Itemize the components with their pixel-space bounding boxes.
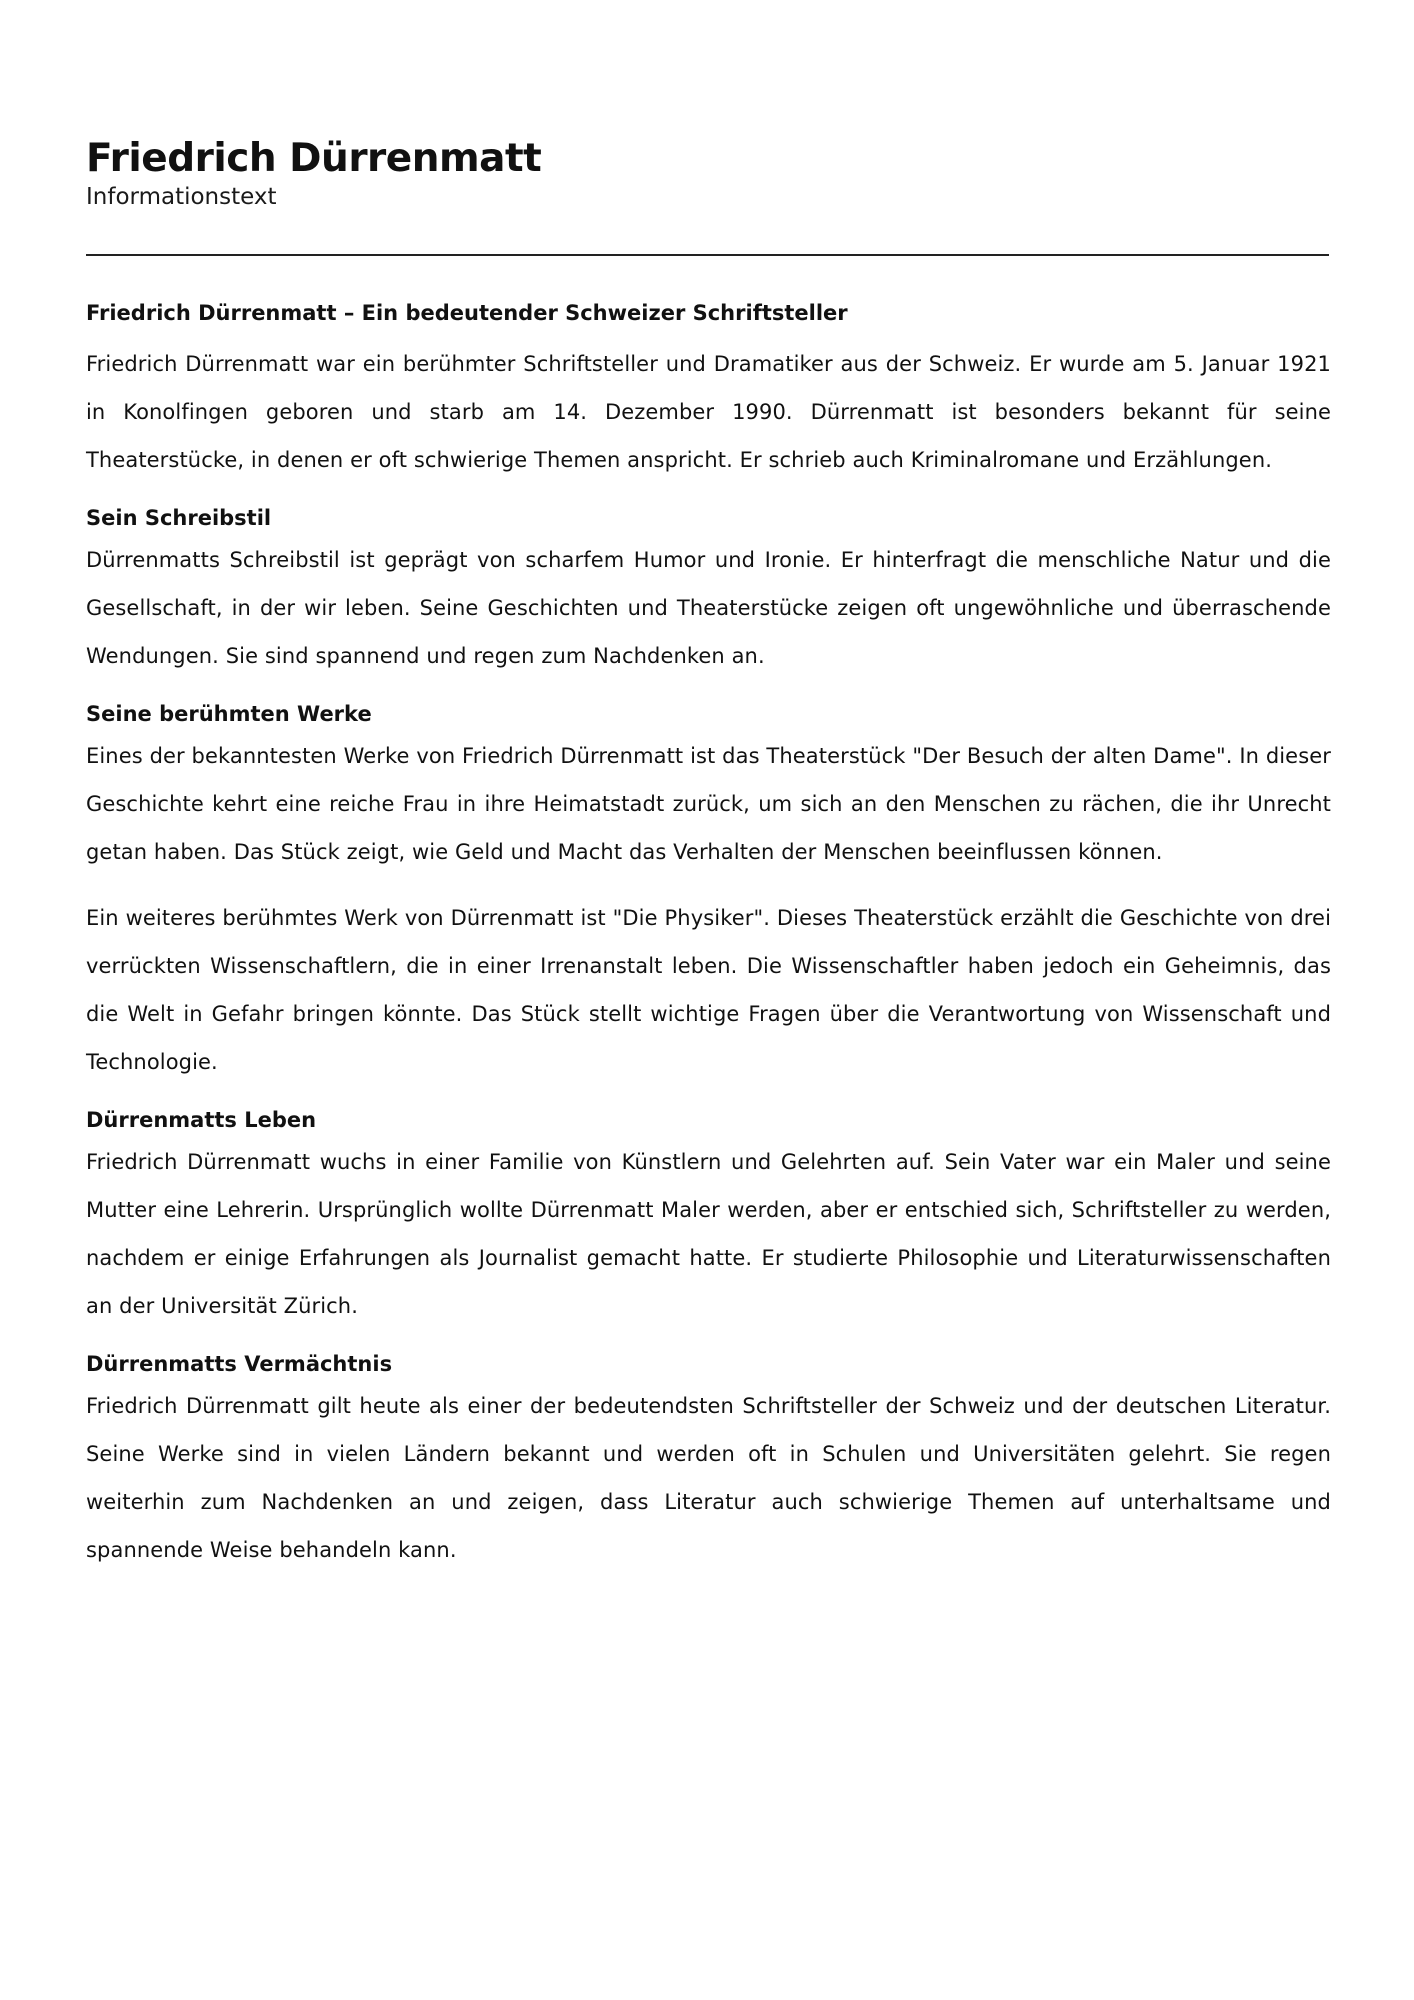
header-divider [86, 254, 1329, 256]
page-title: Friedrich Dürrenmatt [86, 136, 542, 181]
section-paragraph: Dürrenmatts Schreibstil ist geprägt von scharfem Humor und Ironie. Er hinterfragt die menschliche Natur und die Gesellschaft, in der wir leben. Seine Geschichten und Theaterstücke zeigen oft ungewöhnliche und überraschende Wendungen. Sie sind spannend und regen zum Nachdenken an. [86, 548, 1331, 668]
intro-paragraph: Friedrich Dürrenmatt war ein berühmter Schriftsteller und Dramatiker aus der Schweiz. Er wurde am 5. Januar 1921 in Konolfingen geboren und starb am 14. Dezember 1990. Dürrenmatt ist besonders bekannt für seine Theaterstücke, in denen er oft schwierige Themen anspricht. Er schrieb auch Kriminalromane und Erzählungen. [86, 352, 1331, 472]
section-paragraph: Eines der bekanntesten Werke von Friedrich Dürrenmatt ist das Theaterstück "Der Besuch der alten Dame". In dieser Geschichte kehrt eine reiche Frau in ihre Heimatstadt zurück, um sich an den Menschen zu rächen, die ihr Unrecht getan haben. Das Stück zeigt, wie Geld und Macht das Verhalten der Menschen beeinflussen können. [86, 744, 1331, 864]
section-paragraph: Ein weiteres berühmtes Werk von Dürrenmatt ist "Die Physiker". Dieses Theaterstück erzählt die Geschichte von drei verrückten Wissenschaftlern, die in einer Irrenanstalt leben. Die Wissenschaftler haben jedoch ein Geheimnis, das die Welt in Gefahr bringen könnte. Das Stück stellt wichtige Fragen über die Verantwortung von Wissenschaft und Technologie. [86, 906, 1331, 1074]
section-paragraph: Friedrich Dürrenmatt gilt heute als einer der bedeutendsten Schriftsteller der Schweiz und der deutschen Literatur. Seine Werke sind in vielen Ländern bekannt und werden oft in Schulen und Universitäten gelehrt. Sie regen weiterhin zum Nachdenken an und zeigen, dass Literatur auch schwierige Themen auf unterhaltsame und spannende Weise behandeln kann. [86, 1394, 1331, 1562]
section-heading-vermaechtnis: Dürrenmatts Vermächtnis [86, 1352, 393, 1376]
article-heading: Friedrich Dürrenmatt – Ein bedeutender Schweizer Schriftsteller [86, 301, 848, 325]
section-paragraph: Friedrich Dürrenmatt wuchs in einer Familie von Künstlern und Gelehrten auf. Sein Vater war ein Maler und seine Mutter eine Lehrerin. Ursprünglich wollte Dürrenmatt Maler werden, aber er entschied sich, Schriftsteller zu werden, nachdem er einige Erfahrungen als Journalist gemacht hatte. Er studierte Philosophie und Literaturwissenschaften an der Universität Zürich. [86, 1150, 1331, 1318]
section-heading-leben: Dürrenmatts Leben [86, 1108, 317, 1132]
section-heading-werke: Seine berühmten Werke [86, 702, 372, 726]
document-page [86, 136, 1331, 1574]
section-heading-schreibstil: Sein Schreibstil [86, 506, 272, 530]
page-subtitle: Informationstext [86, 184, 277, 210]
